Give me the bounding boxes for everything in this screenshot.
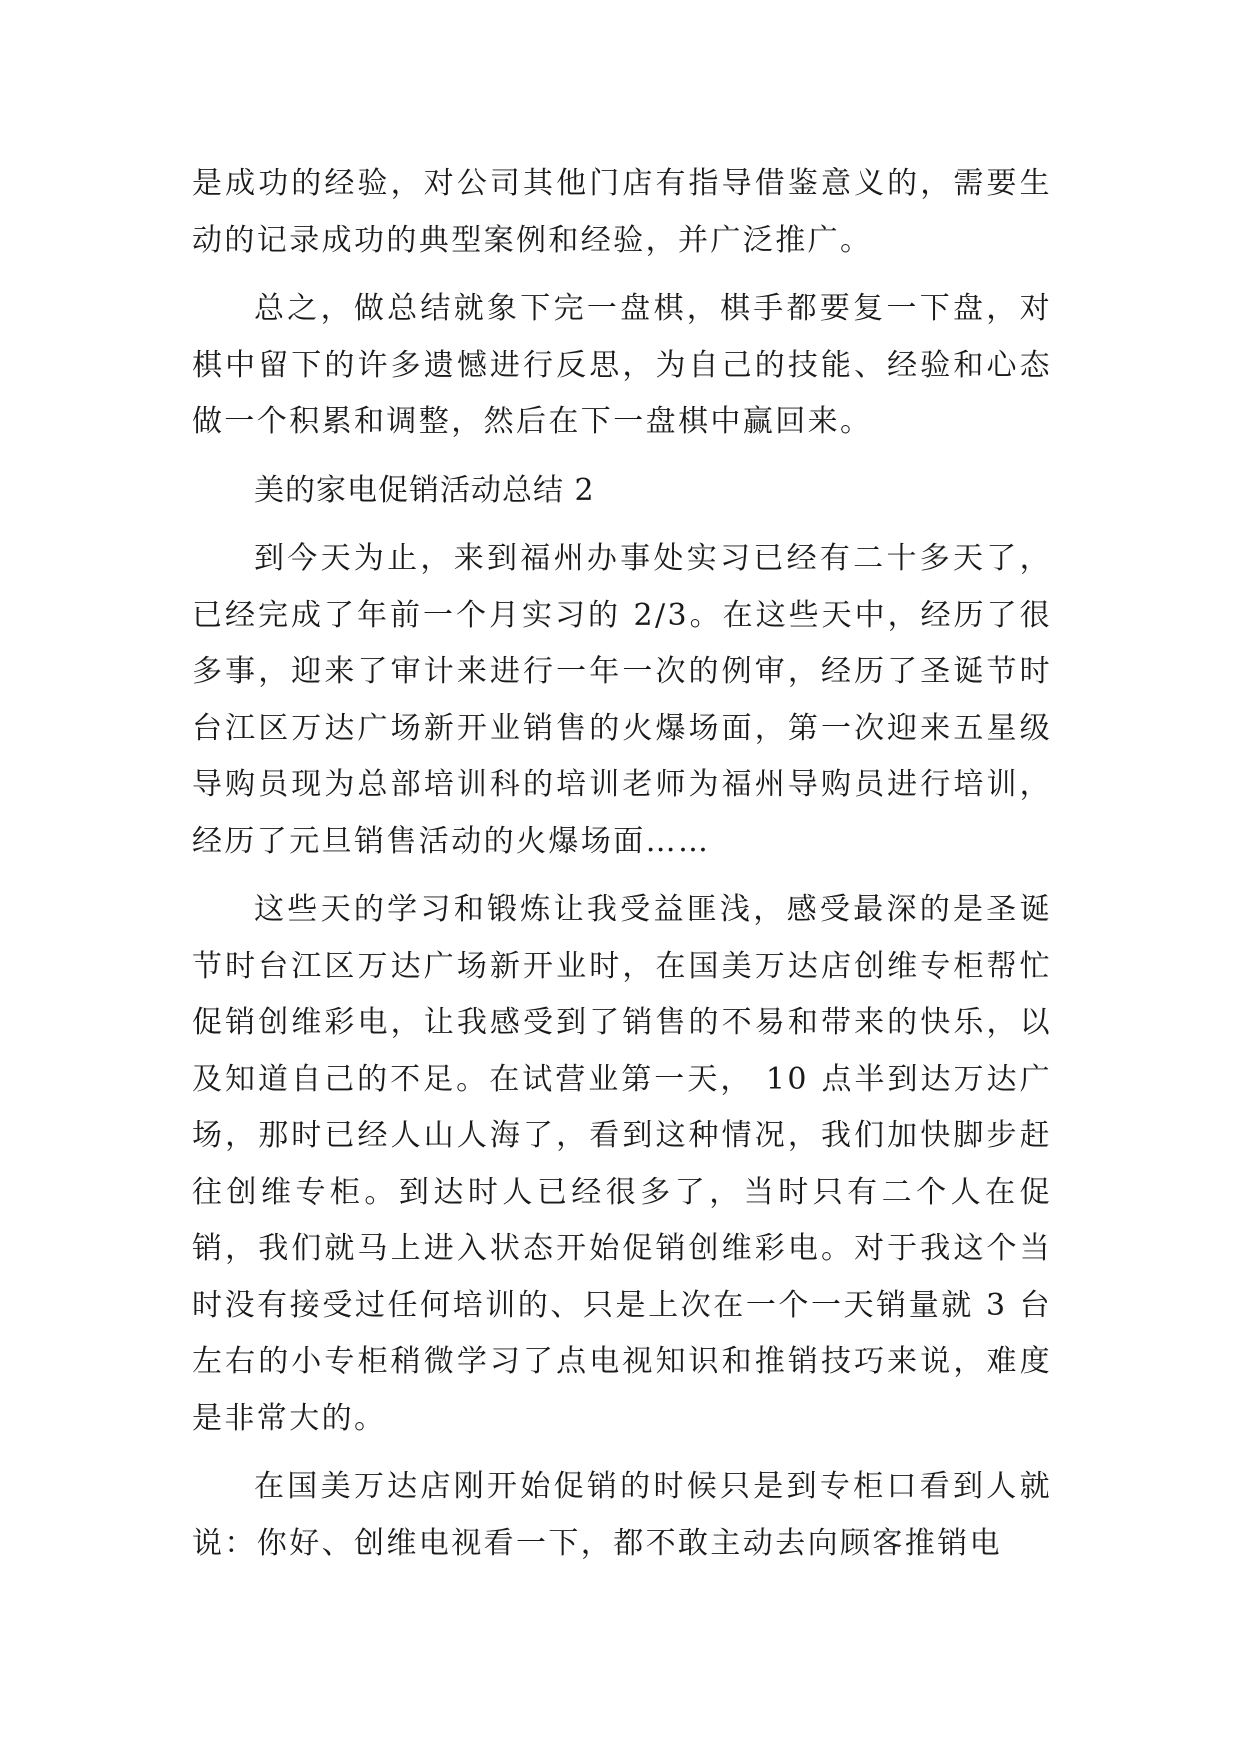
paragraph-experience: 这些天的学习和锻炼让我受益匪浅，感受最深的是圣诞节时台江区万达广场新开业时，在国美万达店创维专柜帮忙促销创维彩电，让我感受到了销售的不易和带来的快乐，以及知道自己的不足。在试营业第一天， 10 点半到达万达广场，那时已经人山人海了，看到这种情况，我们加快脚步赶往创维专柜。到达时人已经很多了，当时只有二个人在促销，我们就马上进入状态开始促销创维彩电。对于我这个当时没有接受过任何培训的、只是上次在一个一天销量就 3 台左右的小专柜稍微学习了点电视知识和推销技巧来说，难度是非常大的。 <box>192 892 1052 1436</box>
paragraph-summary: 总之，做总结就象下完一盘棋，棋手都要复一下盘，对棋中留下的许多遗憾进行反思，为自己的技能、经验和心态做一个积累和调整，然后在下一盘棋中赢回来。 <box>192 291 1052 439</box>
paragraph-internship-intro: 到今天为止，来到福州办事处实习已经有二十多天了，已经完成了年前一个月实习的 2/3。在这些天中，经历了很多事，迎来了审计来进行一年一次的例审，经历了圣诞节时台江区万达广场新开业销售的火爆场面，第一次迎来五星级导购员现为总部培训科的培训老师为福州导购员进行培训，经历了元旦销售活动的火爆场面…… <box>192 541 1052 859</box>
paragraph-continuation: 是成功的经验，对公司其他门店有指导借鉴意义的，需要生动的记录成功的典型案例和经验，并广泛推广。 <box>192 166 1052 258</box>
paragraph-promotion-start: 在国美万达店刚开始促销的时候只是到专柜口看到人就说：你好、创维电视看一下，都不敢主动去向顾客推销电 <box>192 1469 1052 1561</box>
document-body <box>192 156 1052 1584</box>
section-heading: 美的家电促销活动总结 2 <box>254 472 595 508</box>
